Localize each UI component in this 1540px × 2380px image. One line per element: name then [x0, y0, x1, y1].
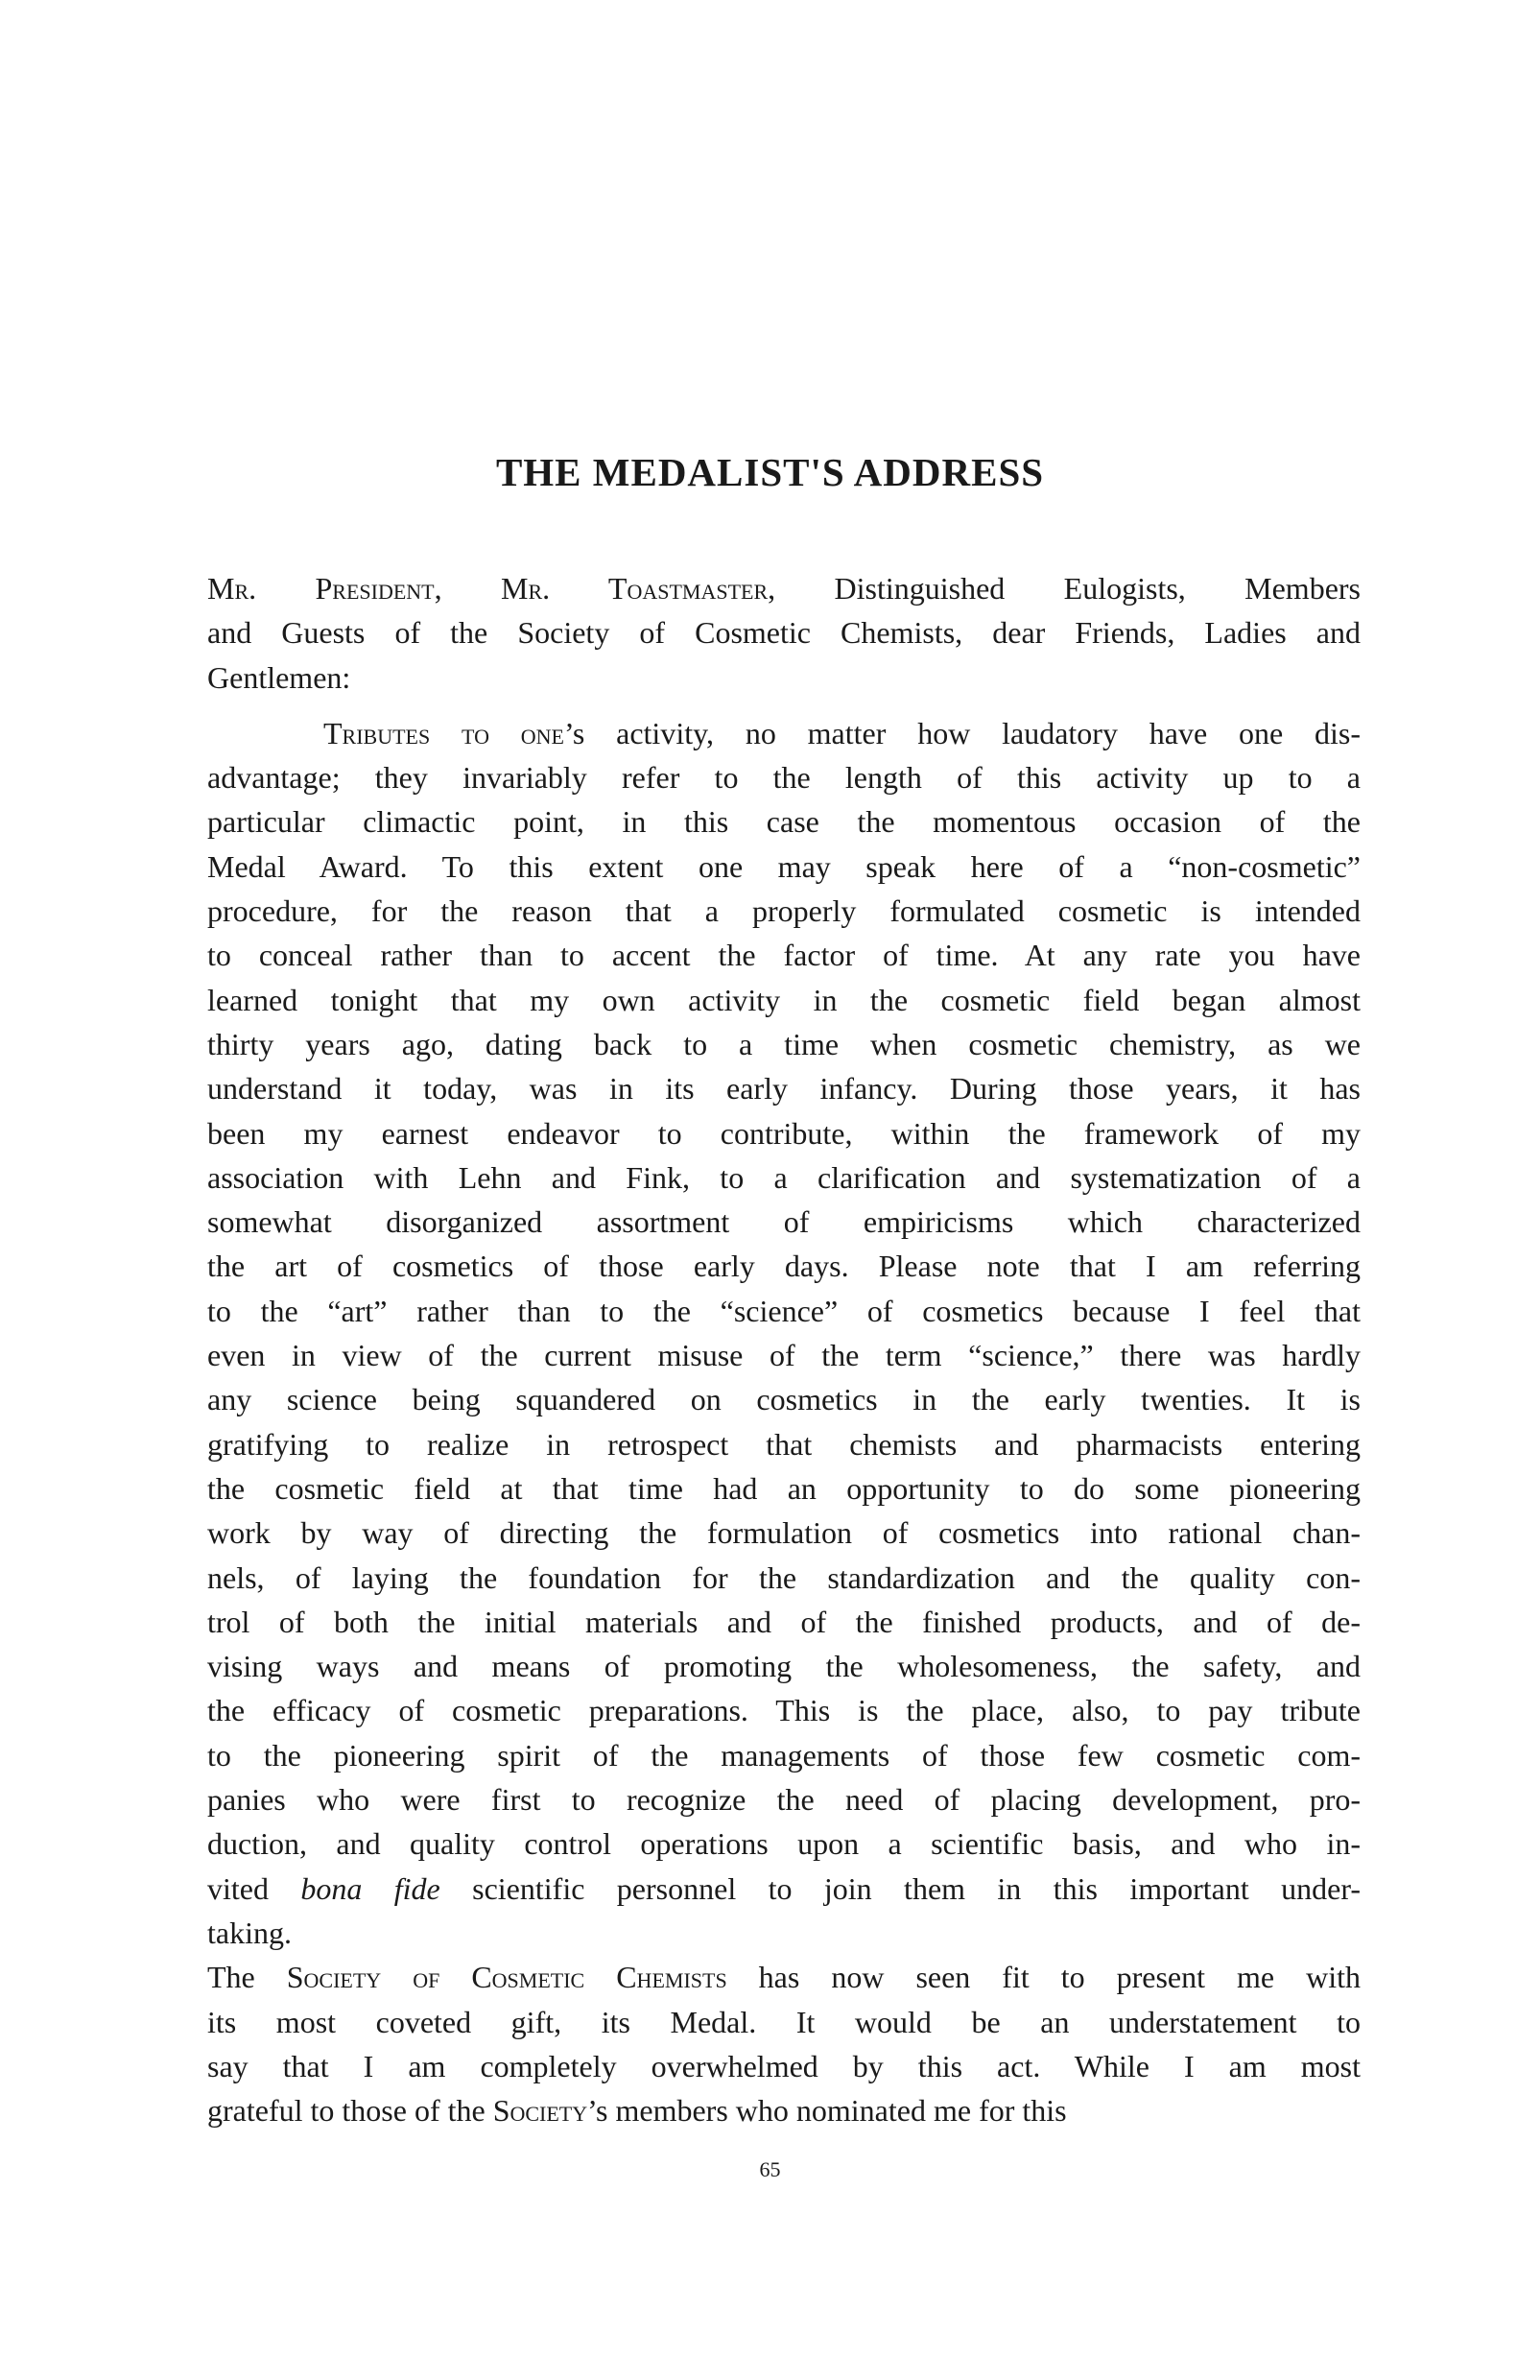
text-segment: to the “art” rather than to the “science” of cosmetics because I feel that — [207, 1293, 1361, 1328]
text-line — [207, 2044, 1361, 2088]
text-segment: the cosmetic field at that time had an opportunity to do some pioneering — [207, 1470, 1361, 1506]
small-caps-text: Society — [492, 2093, 588, 2129]
text-line — [207, 655, 1361, 700]
small-caps-text: Tributes to one — [323, 715, 564, 750]
text-segment: particular climactic point, in this case the momentous occasion of the — [207, 804, 1361, 840]
body-text — [207, 566, 1361, 2132]
text-line — [207, 755, 1361, 799]
text-line — [207, 1377, 1361, 1421]
text-segment: association with Lehn and Fink, to a clarification and systematization of a — [207, 1159, 1361, 1195]
text-segment: even in view of the current misuse of the term “science,” there was hardly — [207, 1338, 1361, 1373]
text-segment: advantage; they invariably refer to the length of this activity up to a — [207, 760, 1361, 796]
text-segment: procedure, for the reason that a properly formulated cosmetic is intended — [207, 893, 1361, 929]
text-segment: ’s members who nominated me for this — [587, 2093, 1067, 2129]
text-line — [207, 889, 1361, 933]
paragraph — [207, 711, 1361, 1955]
text-line — [207, 1911, 1361, 1955]
small-caps-text: Mr. President, Mr. Toastmaster, — [207, 571, 776, 606]
text-line — [207, 1066, 1361, 1110]
text-line — [207, 1867, 1361, 1911]
text-line — [207, 1688, 1361, 1732]
text-segment: panies who were first to recognize the need of placing development, pro- — [207, 1782, 1361, 1818]
text-line — [207, 2000, 1361, 2044]
text-line — [207, 1022, 1361, 1066]
text-segment: and Guests of the Society of Cosmetic Chemists, dear Friends, Ladies and — [207, 615, 1361, 651]
text-line — [207, 1644, 1361, 1688]
italic-text: bona fide — [300, 1870, 440, 1906]
text-segment: Gentlemen: — [207, 659, 351, 695]
text-segment: has now seen fit to present me with — [726, 1960, 1361, 1995]
text-segment: ’s activity, no matter how laudatory have one dis- — [563, 715, 1361, 750]
text-line — [207, 610, 1361, 654]
text-segment: vising ways and means of promoting the wholesomeness, the safety, and — [207, 1649, 1361, 1684]
text-line — [207, 978, 1361, 1022]
text-segment: its most coveted gift, its Medal. It would be an understatement to — [207, 2004, 1361, 2039]
text-segment: duction, and quality control operations upon a scientific basis, and who in- — [207, 1826, 1361, 1862]
paragraph — [207, 566, 1361, 700]
text-segment: vited — [207, 1870, 301, 1906]
text-segment: taking. — [207, 1915, 292, 1950]
text-segment: somewhat disorganized assortment of empiricisms which characterized — [207, 1204, 1361, 1240]
text-line — [207, 1422, 1361, 1466]
text-line — [207, 933, 1361, 977]
text-line — [207, 1511, 1361, 1555]
text-line — [207, 1821, 1361, 1866]
text-line — [207, 1244, 1361, 1288]
text-line — [207, 799, 1361, 844]
text-line — [207, 1600, 1361, 1644]
small-caps-text: Society of Cosmetic Chemists — [286, 1960, 727, 1995]
text-segment: understand it today, was in its early infancy. During those years, it has — [207, 1071, 1361, 1107]
text-line — [207, 1733, 1361, 1777]
text-segment: trol of both the initial materials and of the finished products, and of de- — [207, 1604, 1361, 1639]
paragraph — [207, 1955, 1361, 2132]
text-segment: to conceal rather than to accent the factor of time. At any rate you have — [207, 938, 1361, 973]
text-segment: The — [207, 1960, 287, 1995]
text-line — [207, 2088, 1361, 2132]
text-line — [207, 711, 1361, 755]
text-line — [207, 1111, 1361, 1155]
page-number: 65 — [759, 2157, 781, 2181]
text-segment: Medal Award. To this extent one may speak here of a “non-cosmetic” — [207, 848, 1361, 884]
text-segment: say that I am completely overwhelmed by this act. While I am most — [207, 2048, 1361, 2083]
text-line — [207, 1955, 1361, 1999]
text-segment: nels, of laying the foundation for the standardization and the quality con- — [207, 1559, 1361, 1595]
text-line — [207, 1289, 1361, 1333]
text-line — [207, 566, 1361, 610]
text-segment: learned tonight that my own activity in the cosmetic field began almost — [207, 982, 1361, 1017]
text-segment: thirty years ago, dating back to a time when cosmetic chemistry, as we — [207, 1026, 1361, 1061]
text-segment: the efficacy of cosmetic preparations. This is the place, also, to pay tribute — [207, 1693, 1361, 1728]
text-line — [207, 1777, 1361, 1821]
text-segment: work by way of directing the formulation of cosmetics into rational chan- — [207, 1515, 1361, 1551]
text-segment: to the pioneering spirit of the managements of those few cosmetic com- — [207, 1737, 1361, 1773]
text-line — [207, 845, 1361, 889]
text-segment: scientific personnel to join them in this important under- — [439, 1870, 1362, 1906]
text-line — [207, 1155, 1361, 1200]
text-line — [207, 1200, 1361, 1244]
text-segment: the art of cosmetics of those early days. Please note that I am referring — [207, 1249, 1361, 1284]
text-segment: any science being squandered on cosmetics in the early twenties. It is — [207, 1382, 1361, 1417]
text-line — [207, 1466, 1361, 1511]
text-segment: grateful to those of the — [207, 2093, 493, 2129]
text-segment: Distinguished Eulogists, Members — [775, 571, 1362, 606]
text-line — [207, 1556, 1361, 1600]
text-segment: gratifying to realize in retrospect that chemists and pharmacists entering — [207, 1426, 1361, 1462]
page-title: THE MEDALIST'S ADDRESS — [495, 450, 1045, 494]
text-line — [207, 1333, 1361, 1377]
text-segment: been my earnest endeavor to contribute, within the framework of my — [207, 1115, 1361, 1151]
